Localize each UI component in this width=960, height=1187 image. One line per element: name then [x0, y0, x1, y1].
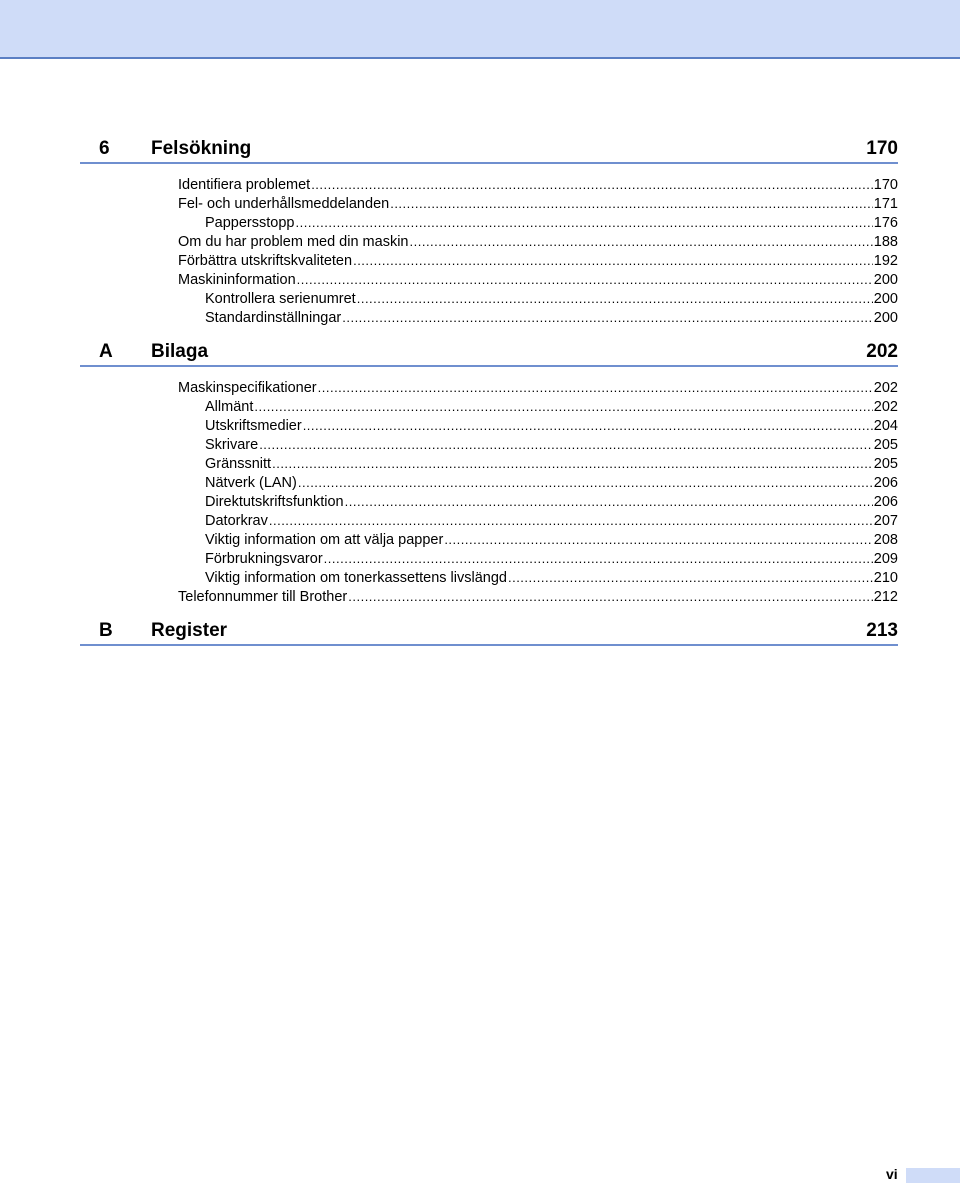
toc-entry-page: 171 — [873, 196, 898, 212]
toc-entry-page: 204 — [873, 418, 898, 434]
toc-entry[interactable] — [80, 568, 898, 587]
toc-entry-page: 170 — [873, 177, 898, 193]
toc-entry[interactable] — [80, 530, 898, 549]
toc-entry-label: Kontrollera serienumret — [205, 291, 356, 307]
toc-entry[interactable] — [80, 378, 898, 397]
dot-leader — [311, 175, 873, 194]
toc-entry-page: 208 — [873, 532, 898, 548]
toc-entry[interactable] — [80, 213, 898, 232]
dot-leader — [390, 194, 873, 213]
toc-entry-page: 200 — [873, 272, 898, 288]
toc-entry[interactable] — [80, 416, 898, 435]
toc-entry-label: Identifiera problemet — [178, 177, 311, 193]
toc-entry[interactable] — [80, 473, 898, 492]
toc-entry[interactable] — [80, 270, 898, 289]
chapter-number: 6 — [99, 138, 110, 159]
chapter-title: Register — [151, 620, 228, 641]
table-of-contents — [80, 136, 898, 646]
toc-entry-label: Förbrukningsvaror — [205, 551, 323, 567]
chapter-page: 213 — [866, 620, 898, 641]
toc-chapter-heading[interactable] — [80, 618, 898, 646]
toc-entry-page: 205 — [873, 437, 898, 453]
toc-entry[interactable] — [80, 492, 898, 511]
footer-band — [906, 1168, 960, 1183]
toc-chapter-heading[interactable] — [80, 339, 898, 367]
toc-entry[interactable] — [80, 511, 898, 530]
toc-entry-label: Gränssnitt — [205, 456, 272, 472]
page-number: vi — [886, 1166, 898, 1182]
toc-entry-label: Viktig information om att välja papper — [205, 532, 444, 548]
toc-entry-page: 206 — [873, 475, 898, 491]
toc-entry-label: Pappersstopp — [205, 215, 295, 231]
dot-leader — [353, 251, 873, 270]
chapter-page: 202 — [866, 341, 898, 362]
toc-entry-label: Utskriftsmedier — [205, 418, 302, 434]
toc-entry-page: 200 — [873, 291, 898, 307]
toc-entry[interactable] — [80, 289, 898, 308]
toc-entry-page: 192 — [873, 253, 898, 269]
toc-entry-label: Standardinställningar — [205, 310, 342, 326]
toc-entry-page: 205 — [873, 456, 898, 472]
toc-chapter-heading[interactable] — [80, 136, 898, 164]
dot-leader — [357, 289, 873, 308]
toc-entry-page: 209 — [873, 551, 898, 567]
toc-entry-page: 188 — [873, 234, 898, 250]
dot-leader — [272, 454, 873, 473]
toc-entry[interactable] — [80, 232, 898, 251]
toc-entry[interactable] — [80, 194, 898, 213]
toc-entry-label: Om du har problem med din maskin — [178, 234, 409, 250]
dot-leader — [410, 232, 873, 251]
toc-entry-label: Allmänt — [205, 399, 254, 415]
chapter-title: Felsökning — [151, 138, 252, 159]
chapter-number: B — [99, 620, 113, 641]
dot-leader — [297, 270, 873, 289]
toc-entry-page: 210 — [873, 570, 898, 586]
chapter-page: 170 — [866, 138, 898, 159]
dot-leader — [318, 378, 873, 397]
toc-entry-page: 212 — [873, 589, 898, 605]
toc-entry-label: Maskininformation — [178, 272, 296, 288]
toc-entry-label: Telefonnummer till Brother — [178, 589, 348, 605]
dot-leader — [303, 416, 873, 435]
toc-entry[interactable] — [80, 454, 898, 473]
chapter-title: Bilaga — [151, 341, 209, 362]
toc-entry-page: 207 — [873, 513, 898, 529]
dot-leader — [259, 435, 873, 454]
toc-entry[interactable] — [80, 175, 898, 194]
toc-entry-label: Skrivare — [205, 437, 259, 453]
dot-leader — [348, 587, 873, 606]
toc-entry[interactable] — [80, 397, 898, 416]
toc-entry-page: 202 — [873, 380, 898, 396]
dot-leader — [444, 530, 872, 549]
dot-leader — [295, 213, 872, 232]
toc-entry-label: Datorkrav — [205, 513, 268, 529]
toc-entry-page: 176 — [873, 215, 898, 231]
dot-leader — [345, 492, 873, 511]
toc-entry[interactable] — [80, 587, 898, 606]
toc-entries — [80, 367, 898, 618]
toc-entry-page: 206 — [873, 494, 898, 510]
dot-leader — [298, 473, 873, 492]
header-band — [0, 0, 960, 59]
toc-entries — [80, 164, 898, 339]
toc-entry-page: 200 — [873, 310, 898, 326]
toc-entry-label: Nätverk (LAN) — [205, 475, 297, 491]
toc-entry[interactable] — [80, 251, 898, 270]
toc-entry-page: 202 — [873, 399, 898, 415]
toc-entry[interactable] — [80, 308, 898, 327]
toc-entry-label: Direktutskriftsfunktion — [205, 494, 344, 510]
toc-entry-label: Viktig information om tonerkassettens livslängd — [205, 570, 507, 586]
toc-entry[interactable] — [80, 435, 898, 454]
dot-leader — [269, 511, 873, 530]
dot-leader — [342, 308, 873, 327]
toc-entry-label: Maskinspecifikationer — [178, 380, 317, 396]
toc-entry[interactable] — [80, 549, 898, 568]
dot-leader — [324, 549, 873, 568]
dot-leader — [508, 568, 873, 587]
dot-leader — [254, 397, 872, 416]
toc-entry-label: Förbättra utskriftskvaliteten — [178, 253, 353, 269]
chapter-number: A — [99, 341, 113, 362]
toc-entry-label: Fel- och underhållsmeddelanden — [178, 196, 390, 212]
